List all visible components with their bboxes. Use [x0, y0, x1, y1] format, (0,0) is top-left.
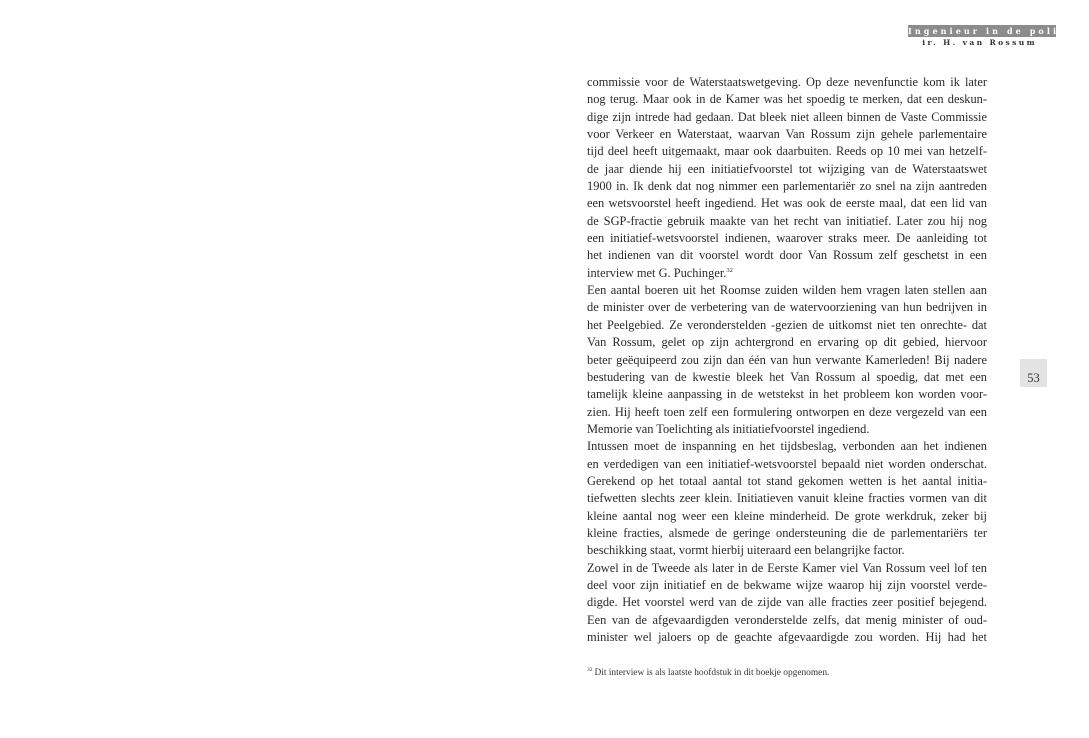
text-line-content: digde. Het voorstel werd van de zijde van alle fracties zeer positief bejegend. [587, 595, 987, 610]
text-line-content: Gerekend op het totaal aantal tot stand gekomen wetten is het aantal initia- [587, 473, 987, 488]
text-line-content: de jaar diende hij een initiatiefvoorstel tot wijziging van de Waterstaatswet [587, 161, 987, 176]
text-line [587, 386, 987, 403]
text-line-content: nog terug. Maar ook in de Kamer was het spoedig te merken, dat een deskun- [587, 92, 987, 107]
footnote-number: 32 [587, 667, 593, 673]
text-line [587, 230, 987, 247]
text-line-content: de SGP-fractie gebruik maakte van het recht van initiatief. Later zou hij nog [587, 213, 987, 228]
text-line-content: Een aantal boeren uit het Roomse zuiden wilden hem vragen laten stellen aan [587, 283, 987, 298]
text-line [587, 334, 987, 351]
text-line-content: tamelijk kleine aanpassing in de wetstekst in het probleem kon worden voor- [587, 387, 987, 402]
text-line [587, 109, 987, 126]
text-line [587, 282, 987, 299]
text-line [587, 74, 987, 91]
running-header-title: Ingenieur in de politiek [908, 26, 1089, 36]
text-line [587, 91, 987, 108]
text-line [587, 577, 987, 594]
text-line-content: voor Verkeer en Waterstaat, waarvan Van Rossum zijn gehele parlementaire [587, 127, 987, 142]
body-text [587, 74, 987, 646]
text-line [587, 508, 987, 525]
text-line [587, 525, 987, 542]
text-line [587, 178, 987, 195]
text-line-content: kleine aantal nog weer een kleine minderheid. De grote werkdruk, zeker bij [587, 508, 987, 523]
text-line-content: zien. Hij heeft toen zelf een formulering ontworpen en deze vergezeld van een [587, 404, 987, 419]
text-line-content: minister wel jaloers op de geachte afgevaardigde zou worden. Hij had het [587, 630, 987, 644]
text-line-content: dige zijn intrede had gedaan. Dat bleek niet alleen binnen de Vaste Commissie [587, 109, 987, 124]
text-line [587, 352, 987, 369]
text-line-content: Van Rossum, gelet op zijn achtergrond en ervaring op dit gebied, hiervoor [587, 335, 987, 350]
text-line-content: beter geëquipeerd zou zijn dan één van hun verwante Kamerleden! Bij nadere [587, 352, 987, 367]
text-line-content: het indienen van dit voorstel wordt door Van Rossum zelf geschetst in een [587, 248, 987, 263]
text-line [587, 126, 987, 143]
text-line [587, 195, 987, 212]
text-line-content: en verdedigen van een initiatief-wetsvoorstel bepaald niet worden onderschat. [587, 456, 987, 471]
text-line [587, 299, 987, 316]
text-line-content: beschikking staat, vormt hierbij uiteraard een belangrijke factor. [587, 543, 905, 558]
text-line-content: tiefwetten slechts zeer klein. Initiatieven vanuit kleine fracties vormen van dit [587, 491, 987, 506]
text-line [587, 421, 987, 438]
footnote [587, 667, 1007, 679]
text-line-content: het Peelgebied. Ze veronderstelden -gezien de uitkomst niet ten onrechte- dat [587, 317, 987, 332]
text-line-content: een wetsvoorstel heeft ingediend. Het was ook de eerste maal, dat een lid van [587, 196, 987, 211]
text-line-content: bestudering van de kwestie bleek het Van Rossum al spoedig, dat met een [587, 369, 987, 384]
text-line [587, 247, 987, 264]
text-line [587, 612, 987, 629]
text-line [587, 317, 987, 334]
text-line-content: commissie voor de Waterstaatswetgeving. Op deze nevenfunctie kom ik later [587, 75, 987, 89]
page-number: 53 [1020, 359, 1047, 387]
text-line [587, 265, 987, 282]
footnote-text: Dit interview is als laatste hoofdstuk in dit boekje opgenomen. [594, 668, 830, 678]
text-line-content: de minister over de verbetering van de watervoorziening van hun bedrijven in [587, 300, 987, 315]
text-line-content: kleine fracties, alsmede de geringe ondersteuning die de parlementariërs ter [587, 525, 987, 540]
text-line [587, 473, 987, 490]
text-line [587, 161, 987, 178]
text-line [587, 560, 987, 577]
text-line-content: een initiatief-wetsvoorstel indienen, waarover straks meer. De aanleiding tot [587, 231, 987, 246]
text-line-content: Zowel in de Tweede als later in de Eerste Kamer viel Van Rossum veel lof ten [587, 560, 987, 575]
text-line [587, 438, 987, 455]
running-header-author: ir. H. van Rossum [922, 38, 1037, 47]
text-line-content: Memorie van Toelichting als initiatiefvoorstel ingediend. [587, 421, 870, 436]
text-line [587, 404, 987, 421]
text-line-content: tijd deel heeft uitgemaakt, maar ook daarbuiten. Reeds op 10 mei van hetzelf- [587, 144, 987, 159]
text-line [587, 143, 987, 160]
text-line-content: deel voor zijn initiatief en de bekwame wijze waarop hij zijn voorstel verde- [587, 577, 987, 592]
text-line [587, 542, 987, 559]
text-line [587, 594, 987, 611]
text-line [587, 369, 987, 386]
text-line-content: 1900 in. Ik denk dat nog nimmer een parlementariër zo snel na zijn aantreden [587, 179, 987, 194]
text-line [587, 456, 987, 473]
text-line-content: Een van de afgevaardigden veronderstelde zelfs, dat menig minister of oud- [587, 612, 987, 627]
text-line [587, 629, 987, 646]
text-line [587, 213, 987, 230]
footnote-reference: 32 [726, 266, 733, 274]
text-line-content: interview met G. Puchinger. [587, 265, 727, 280]
text-line [587, 490, 987, 507]
text-line-content: Intussen moet de inspanning en het tijdsbeslag, verbonden aan het indienen [587, 439, 987, 454]
